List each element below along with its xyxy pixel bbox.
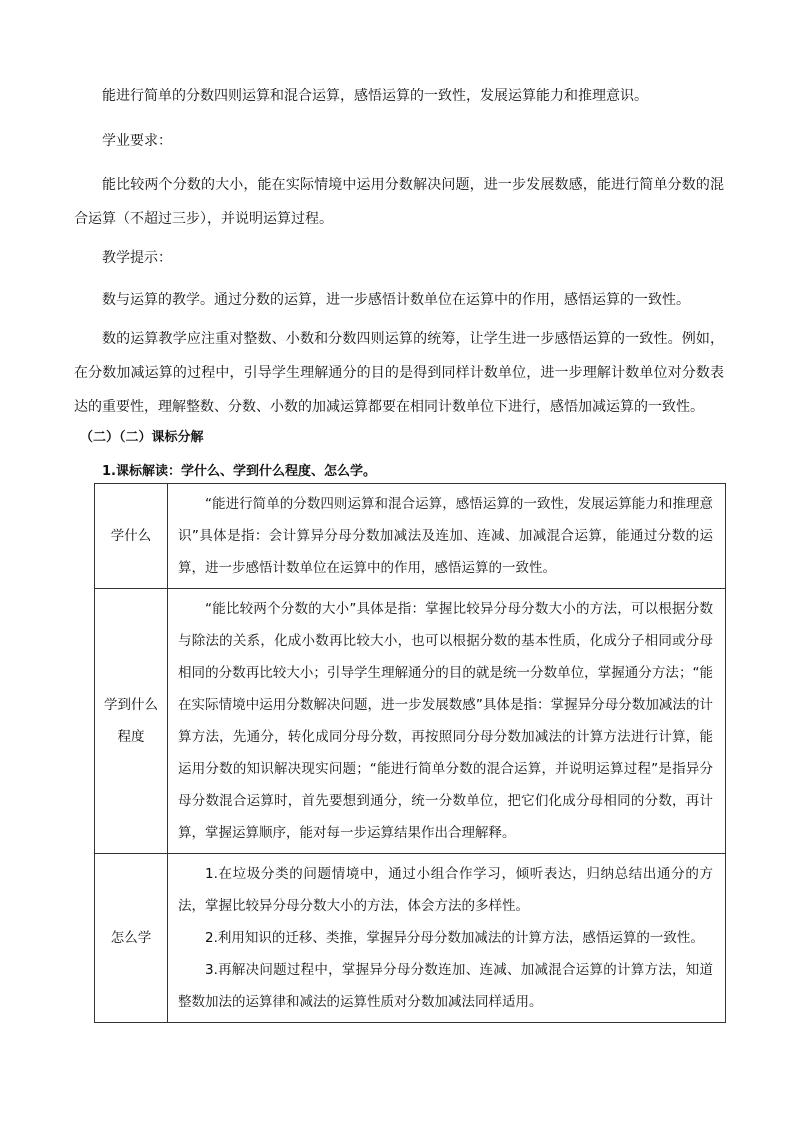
paragraph-teaching-detail: 数的运算教学应注重对整数、小数和分数四则运算的统筹，让学生进一步感悟运算的一致性。例如，在分数加减运算的过程中，引导学生理解通分的目的是得到同样计数单位，进一步理解计数单位对分数表达的重要性，理解整数、分数、小数的加减运算都要在相同计数单位下进行，感悟加减运算的一致性。 bbox=[74, 331, 724, 415]
row-content-how bbox=[168, 854, 726, 1023]
table-row bbox=[95, 589, 726, 854]
row-text: “能比较两个分数的大小”具体是指：掌握比较异分母分数大小的方法，可以根据分数与除法的关系，化成小数再比较大小，也可以根据分数的基本性质，化成分子相同或分母相同的分数再比较大小；引导学生理解通分的目的就是统一分数单位，掌握通分方法；“能在实际情境中运用分数解决问题，进一步发展数感”具体是指：掌握异分母分数加减法的计算方法，先通分，转化成同分母分数，再按照同分母分数加减法的计算方法进行计算，能运用分数的知识解决现实问题；“能进行简单分数的混合运算，并说明运算过程”是指异分母分数混合运算时，首先要想到通分，统一分数单位，把它们化成分母相同的分数，再计算，掌握运算顺序，能对每一步运算结果作出合理解释。 bbox=[178, 601, 713, 841]
row-text: “能进行简单的分数四则运算和混合运算，感悟运算的一致性，发展运算能力和推理意识”具体是指：会计算异分母分数加减法及连加、连减、加减混合运算，能通过分数的运算，进一步感悟计数单位在运算中的作用，感悟运算的一致性。 bbox=[178, 496, 713, 576]
row-label-how: 怎么学 bbox=[95, 854, 168, 1023]
standards-table bbox=[94, 483, 726, 1023]
row-label-what: 学什么 bbox=[95, 484, 168, 589]
table-row bbox=[95, 484, 726, 589]
paragraph-teaching-intro: 数与运算的教学。通过分数的运算，进一步感悟计数单位在运算中的作用，感悟运算的一致性。 bbox=[102, 292, 690, 308]
row-content-degree bbox=[168, 589, 726, 854]
list-item: 3.再解决问题过程中，掌握异分母分数连加、连减、加减混合运算的计算方法，知道整数加法的运算律和减法的运算性质对分数加减法同样适用。 bbox=[178, 962, 713, 1010]
paragraph-requirements: 能比较两个分数的大小，能在实际情境中运用分数解决问题，进一步发展数感，能进行简单分数的混合运算（不超过三步），并说明运算过程。 bbox=[74, 177, 724, 227]
row-label-degree: 学到什么程度 bbox=[95, 589, 168, 854]
label-teaching-tips: 教学提示： bbox=[102, 250, 172, 266]
table-row bbox=[95, 854, 726, 1023]
paragraph-goal: 能进行简单的分数四则运算和混合运算，感悟运算的一致性，发展运算能力和推理意识。 bbox=[102, 88, 648, 104]
label-academic-requirements: 学业要求： bbox=[102, 133, 172, 149]
section-heading: （二）（二）课标分解 bbox=[80, 430, 204, 445]
row-content-what bbox=[168, 484, 726, 589]
subheading: 1.课标解读：学什么、学到什么程度、怎么学。 bbox=[102, 464, 376, 479]
list-item: 1.在垃圾分类的问题情境中，通过小组合作学习，倾听表达，归纳总结出通分的方法，掌握比较异分母分数大小的方法，体会方法的多样性。 bbox=[178, 866, 713, 914]
list-item: 2.利用知识的迁移、类推，掌握异分母分数加减法的计算方法，感悟运算的一致性。 bbox=[205, 930, 704, 946]
